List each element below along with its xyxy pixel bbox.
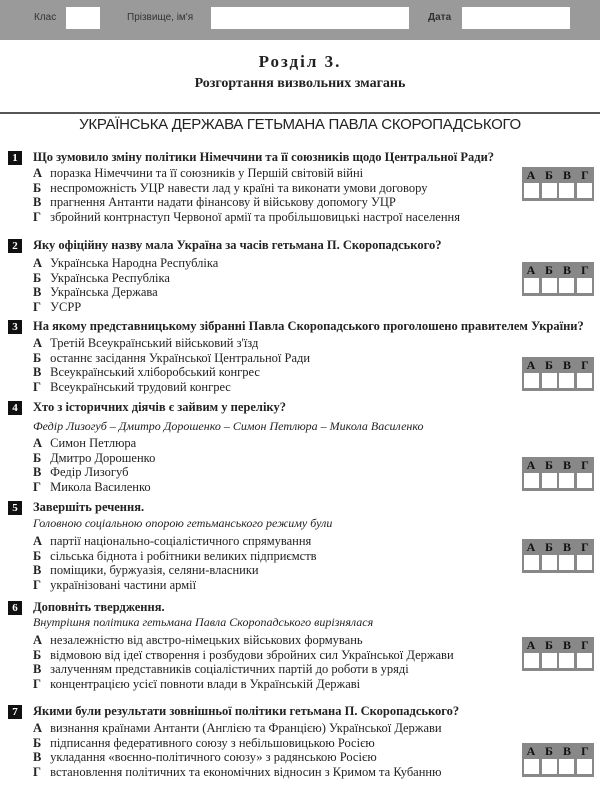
option-text: відмовою від ідеї створення і розбудови збройних сил Української Держави bbox=[50, 647, 454, 662]
answer-option bbox=[33, 736, 375, 751]
answer-option bbox=[33, 285, 158, 300]
answer-grid-letter: Г bbox=[581, 458, 589, 472]
class-field[interactable] bbox=[66, 7, 100, 29]
option-text: Федір Лизогуб bbox=[50, 465, 129, 479]
answer-grid-letter: А bbox=[526, 458, 536, 472]
answer-checkbox[interactable] bbox=[542, 759, 557, 774]
option-text: Микола Василенко bbox=[50, 479, 151, 494]
option-letter: А bbox=[33, 336, 43, 350]
answer-grid-letter: В bbox=[562, 744, 571, 758]
answer-grid-letter: Б bbox=[545, 540, 553, 554]
answer-option bbox=[33, 534, 311, 549]
question-number: 1 bbox=[8, 151, 22, 165]
answer-option bbox=[33, 436, 136, 451]
answer-option bbox=[33, 300, 81, 315]
answer-option bbox=[33, 210, 460, 225]
option-text: Українська Держава bbox=[50, 285, 158, 299]
answer-option bbox=[33, 662, 409, 677]
option-letter: А bbox=[33, 256, 43, 270]
answer-grid-letter: В bbox=[562, 638, 571, 652]
answer-checkbox[interactable] bbox=[542, 183, 557, 198]
answer-grid-letter: Г bbox=[581, 168, 589, 182]
answer-grid bbox=[522, 167, 594, 201]
student-info-bar bbox=[0, 0, 600, 40]
question-number: 5 bbox=[8, 501, 22, 515]
answer-option bbox=[33, 195, 396, 210]
answer-option bbox=[33, 648, 454, 663]
answer-grid-letter: А bbox=[526, 744, 536, 758]
question-subtext: Федір Лизогуб – Дмитро Дорошенко – Симон Петлюра – Микола Василенко bbox=[33, 419, 424, 433]
answer-option bbox=[33, 633, 363, 648]
answer-grid-letter: Г bbox=[581, 744, 589, 758]
option-text: Всеукраїнський трудовий конгрес bbox=[50, 379, 231, 394]
option-text: Всеукраїнський хліборобський конгрес bbox=[50, 365, 260, 379]
option-text: Українська Народна Республіка bbox=[50, 256, 219, 270]
option-letter: Б bbox=[33, 548, 42, 563]
answer-grid-letter: Г bbox=[581, 358, 589, 372]
class-label: Клас bbox=[34, 12, 57, 23]
answer-grid-letter: Г bbox=[581, 540, 589, 554]
answer-option bbox=[33, 351, 310, 366]
question-text: На якому представницькому зібранні Павла Скоропадського проголошено правителем України? bbox=[33, 319, 584, 333]
option-letter: Г bbox=[33, 676, 41, 691]
option-text: українізовані частини армії bbox=[50, 577, 197, 592]
answer-checkbox[interactable] bbox=[524, 183, 539, 198]
option-text: УСРР bbox=[50, 299, 82, 314]
option-text: поразка Німеччини та її союзників у Першій світовій війні bbox=[50, 166, 364, 180]
answer-checkbox[interactable] bbox=[524, 278, 539, 293]
question-subtext: Головною соціальною опорою гетьманського режиму були bbox=[33, 516, 333, 530]
option-letter: Г bbox=[33, 479, 41, 494]
option-letter: Г bbox=[33, 299, 41, 314]
divider bbox=[0, 112, 600, 114]
answer-checkbox[interactable] bbox=[559, 555, 574, 570]
option-text: партії національно-соціалістичного спрямування bbox=[50, 534, 312, 548]
answer-grid-letter: В bbox=[562, 540, 571, 554]
answer-option bbox=[33, 465, 128, 480]
answer-grid bbox=[522, 262, 594, 296]
question-text: Доповніть твердження. bbox=[33, 600, 165, 614]
answer-grid-letter: Г bbox=[581, 263, 589, 277]
answer-checkbox[interactable] bbox=[559, 653, 574, 668]
answer-option bbox=[33, 181, 427, 196]
option-text: встановлення політичних та економічних відносин з Кримом та Кубанню bbox=[50, 764, 442, 779]
option-text: неспроможність УЦР навести лад у країні та виконати умови договору bbox=[50, 180, 428, 195]
answer-grid-letter: А bbox=[526, 540, 536, 554]
option-letter: Г bbox=[33, 577, 41, 592]
option-text: Третій Всеукраїнський військовий з'їзд bbox=[50, 336, 259, 350]
section-subtitle: Розгортання визвольних змагань bbox=[194, 76, 406, 91]
question-text: Якими були результати зовнішньої політики гетьмана П. Скоропадського? bbox=[33, 704, 460, 718]
option-letter: А bbox=[33, 534, 43, 548]
option-letter: А bbox=[33, 166, 43, 180]
option-letter: Г bbox=[33, 379, 41, 394]
option-letter: В bbox=[33, 465, 42, 479]
option-text: незалежністю від австро-німецьких військових формувань bbox=[50, 633, 363, 647]
option-letter: В bbox=[33, 195, 42, 209]
option-letter: В bbox=[33, 563, 42, 577]
option-text: залученням представників соціалістичних партій до роботи в уряді bbox=[50, 662, 409, 676]
option-letter: Б bbox=[33, 350, 42, 365]
option-letter: Б bbox=[33, 735, 42, 750]
option-letter: В bbox=[33, 750, 42, 764]
question-number: 7 bbox=[8, 705, 22, 719]
answer-option bbox=[33, 563, 259, 578]
answer-checkbox[interactable] bbox=[577, 653, 592, 668]
answer-grid-letter: В bbox=[562, 458, 571, 472]
answer-grid-letter: Б bbox=[545, 458, 553, 472]
answer-checkbox[interactable] bbox=[559, 473, 574, 488]
option-text: Симон Петлюра bbox=[50, 436, 137, 450]
answer-checkbox[interactable] bbox=[542, 555, 557, 570]
option-text: Дмитро Дорошенко bbox=[50, 450, 156, 465]
answer-option bbox=[33, 271, 170, 286]
answer-grid-letter: Б bbox=[545, 358, 553, 372]
answer-grid-letter: А bbox=[526, 263, 536, 277]
answer-checkbox[interactable] bbox=[524, 759, 539, 774]
answer-option bbox=[33, 336, 258, 351]
answer-grid bbox=[522, 743, 594, 777]
answer-grid-letter: В bbox=[562, 168, 571, 182]
answer-checkbox[interactable] bbox=[542, 278, 557, 293]
answer-option bbox=[33, 380, 231, 395]
answer-grid-letter: А bbox=[526, 168, 536, 182]
answer-grid-letter: Г bbox=[581, 638, 589, 652]
option-letter: А bbox=[33, 436, 43, 450]
answer-option bbox=[33, 480, 151, 495]
answer-option bbox=[33, 721, 442, 736]
option-text: укладання «воєнно-політичного союзу» з радянською Росією bbox=[50, 750, 377, 764]
answer-grid-letter: Б bbox=[545, 263, 553, 277]
question-number: 3 bbox=[8, 320, 22, 334]
option-text: сільська біднота і робітники великих підприємств bbox=[50, 548, 317, 563]
date-label: Дата bbox=[428, 12, 452, 23]
answer-option bbox=[33, 765, 441, 780]
answer-checkbox[interactable] bbox=[577, 555, 592, 570]
answer-grid-letter: В bbox=[562, 263, 571, 277]
answer-checkbox[interactable] bbox=[577, 278, 592, 293]
answer-checkbox[interactable] bbox=[542, 473, 557, 488]
answer-option bbox=[33, 166, 363, 181]
name-field[interactable] bbox=[211, 7, 409, 29]
answer-checkbox[interactable] bbox=[559, 278, 574, 293]
option-text: поміщики, буржуазія, селяни-власники bbox=[50, 563, 259, 577]
answer-option bbox=[33, 549, 317, 564]
answer-checkbox[interactable] bbox=[524, 373, 539, 388]
topic-heading: УКРАЇНСЬКА ДЕРЖАВА ГЕТЬМАНА ПАВЛА СКОРОПАДСЬКОГО bbox=[79, 116, 521, 133]
answer-checkbox[interactable] bbox=[524, 653, 539, 668]
option-letter: Б bbox=[33, 450, 42, 465]
option-text: визнання країнами Антанти (Англією та Францією) Української Держави bbox=[50, 721, 442, 735]
question-text: Що зумовило зміну політики Німеччини та її союзників щодо Центральної Ради? bbox=[33, 150, 495, 164]
option-letter: А bbox=[33, 721, 43, 735]
question-text: Хто з історичних діячів є зайвим у переліку? bbox=[33, 400, 286, 414]
answer-checkbox[interactable] bbox=[577, 183, 592, 198]
answer-option bbox=[33, 677, 360, 692]
answer-grid bbox=[522, 357, 594, 391]
answer-grid bbox=[522, 539, 594, 573]
option-text: останнє засідання Української Центральної Ради bbox=[50, 350, 311, 365]
answer-checkbox[interactable] bbox=[524, 555, 539, 570]
answer-checkbox[interactable] bbox=[559, 183, 574, 198]
option-text: збройний контрнаступ Червоної армії та пробільшовицькі настрої населення bbox=[50, 209, 460, 224]
answer-option bbox=[33, 365, 260, 380]
answer-checkbox[interactable] bbox=[542, 653, 557, 668]
option-letter: Г bbox=[33, 764, 41, 779]
option-letter: А bbox=[33, 633, 43, 647]
answer-checkbox[interactable] bbox=[524, 473, 539, 488]
answer-grid-letter: Б bbox=[545, 168, 553, 182]
question-text: Завершіть речення. bbox=[33, 500, 145, 514]
answer-checkbox[interactable] bbox=[559, 759, 574, 774]
answer-grid-letter: В bbox=[562, 358, 571, 372]
answer-option bbox=[33, 750, 377, 765]
answer-option bbox=[33, 256, 218, 271]
question-number: 4 bbox=[8, 401, 22, 415]
date-field[interactable] bbox=[462, 7, 570, 29]
name-label: Прізвище, ім'я bbox=[127, 12, 194, 23]
question-number: 6 bbox=[8, 601, 22, 615]
answer-grid-letter: А bbox=[526, 638, 536, 652]
option-text: концентрацією усієї повноти влади в Українській Державі bbox=[50, 676, 361, 691]
option-letter: Б bbox=[33, 180, 42, 195]
answer-grid-letter: Б bbox=[545, 638, 553, 652]
option-letter: В bbox=[33, 285, 42, 299]
question-number: 2 bbox=[8, 239, 22, 253]
answer-checkbox[interactable] bbox=[577, 759, 592, 774]
option-letter: Б bbox=[33, 270, 42, 285]
option-letter: Г bbox=[33, 209, 41, 224]
answer-grid-letter: Б bbox=[545, 744, 553, 758]
option-text: підписання федеративного союзу з небільшовицькою Росією bbox=[50, 735, 375, 750]
answer-checkbox[interactable] bbox=[577, 473, 592, 488]
option-text: Українська Республіка bbox=[50, 270, 170, 285]
answer-grid bbox=[522, 457, 594, 491]
answer-grid bbox=[522, 637, 594, 671]
option-letter: Б bbox=[33, 647, 42, 662]
question-subtext: Внутрішня політика гетьмана Павла Скоропадського вирізнялася bbox=[33, 615, 374, 629]
option-text: прагнення Антанти надати фінансову й військову допомогу УЦР bbox=[50, 195, 396, 209]
answer-option bbox=[33, 578, 196, 593]
answer-checkbox[interactable] bbox=[559, 373, 574, 388]
answer-checkbox[interactable] bbox=[542, 373, 557, 388]
section-title: Розділ 3. bbox=[258, 52, 342, 71]
option-letter: В bbox=[33, 662, 42, 676]
answer-option bbox=[33, 451, 155, 466]
answer-checkbox[interactable] bbox=[577, 373, 592, 388]
question-text: Яку офіційну назву мала Україна за часів гетьмана П. Скоропадського? bbox=[33, 238, 442, 252]
answer-grid-letter: А bbox=[526, 358, 536, 372]
option-letter: В bbox=[33, 365, 42, 379]
